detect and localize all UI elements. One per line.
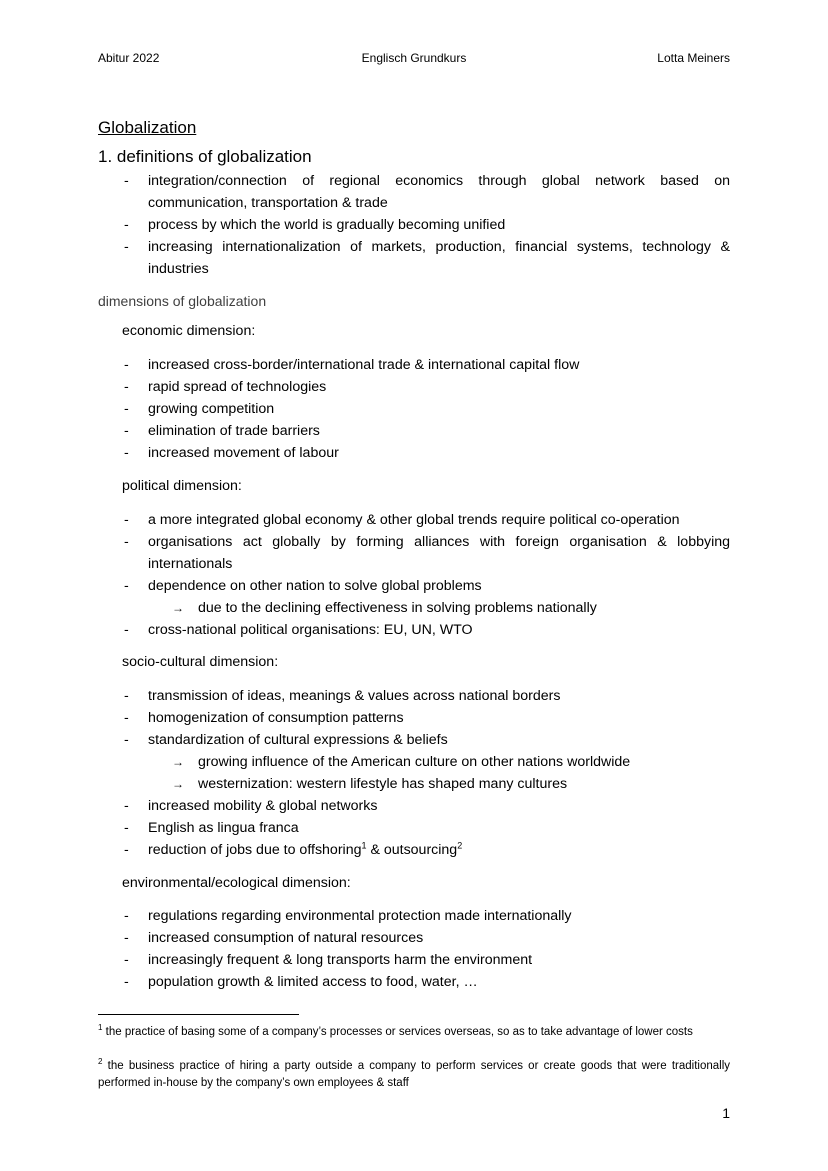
- bullet-dash: -: [124, 622, 129, 638]
- sub-list-item-text: due to the declining effectiveness in solving problems nationally: [198, 600, 597, 616]
- arrow-icon: →: [172, 601, 184, 615]
- bullet-dash: -: [124, 423, 129, 439]
- footnote-mark: 2: [98, 1057, 103, 1067]
- list-item-text: a more integrated global economy & other global trends require political co-operation: [148, 512, 680, 528]
- list-item-text: increased mobility & global networks: [148, 798, 378, 814]
- arrow-icon: →: [172, 777, 184, 791]
- section-heading: 1. definitions of globalization: [98, 147, 312, 166]
- list-item-text: growing competition: [148, 401, 275, 417]
- dimension-label: political dimension:: [122, 478, 242, 494]
- outsourcing-text: & outsourcing: [366, 842, 458, 858]
- footnote-ref-2[interactable]: 2: [457, 840, 463, 851]
- list-item-text: integration/connection of regional economics through global network based on communication, transportation & trade: [148, 173, 730, 211]
- bullet-dash: -: [124, 732, 129, 748]
- bullet-dash: -: [124, 173, 129, 189]
- bullet-dash: -: [124, 688, 129, 704]
- bullet-dash: -: [124, 842, 129, 858]
- list-item-text: increased movement of labour: [148, 445, 339, 461]
- list-item-text: elimination of trade barriers: [148, 423, 320, 439]
- bullet-dash: -: [124, 534, 129, 550]
- bullet-dash: -: [124, 930, 129, 946]
- page-number: 1: [722, 1105, 730, 1121]
- bullet-dash: -: [124, 239, 129, 255]
- footnote-mark: 1: [98, 1023, 103, 1033]
- list-item-text: regulations regarding environmental protection made internationally: [148, 908, 572, 924]
- bullet-dash: -: [124, 445, 129, 461]
- footnote-text: the practice of basing some of a company’s processes or services overseas, so as to take advantage of lower costs: [102, 1026, 693, 1038]
- list-item-text: homogenization of consumption patterns: [148, 710, 404, 726]
- list-item-text: standardization of cultural expressions & beliefs: [148, 732, 448, 748]
- list-item-text: English as lingua franca: [148, 820, 299, 836]
- list-item-text: increasing internationalization of markets, production, financial systems, technology & industries: [148, 239, 730, 277]
- list-item-text: [148, 839, 462, 861]
- list-item-text: organisations act globally by forming alliances with foreign organisation & lobbying internationals: [148, 534, 730, 572]
- bullet-dash: -: [124, 217, 129, 233]
- bullet-dash: -: [124, 952, 129, 968]
- list-item-text: cross-national political organisations: EU, UN, WTO: [148, 622, 473, 638]
- bullet-dash: -: [124, 578, 129, 594]
- list-item-text: increasingly frequent & long transports harm the environment: [148, 952, 533, 968]
- header-center: Englisch Grundkurs: [361, 51, 467, 65]
- list-item-text: rapid spread of technologies: [148, 379, 327, 395]
- dimension-label: socio-cultural dimension:: [122, 654, 279, 670]
- footnote: [98, 1024, 730, 1041]
- bullet-dash: -: [124, 379, 129, 395]
- bullet-dash: -: [124, 401, 129, 417]
- offshoring-text: reduction of jobs due to offshoring: [148, 842, 362, 858]
- list-item-text: population growth & limited access to food, water, …: [148, 974, 478, 990]
- sub-list-item-text: westernization: western lifestyle has shaped many cultures: [198, 776, 568, 792]
- footnote-ref-1[interactable]: 1: [361, 840, 367, 851]
- bullet-dash: -: [124, 512, 129, 528]
- header-left: Abitur 2022: [98, 51, 160, 65]
- list-item-text: process by which the world is gradually becoming unified: [148, 217, 506, 233]
- footnote: [98, 1058, 730, 1092]
- bullet-dash: -: [124, 710, 129, 726]
- sub-list-item-text: growing influence of the American culture on other nations worldwide: [198, 754, 631, 770]
- list-item-text: transmission of ideas, meanings & values across national borders: [148, 688, 561, 704]
- footnote-text: the business practice of hiring a party outside a company to perform services or create goods that were traditionally performed in-house by the company’s own employees & staff: [98, 1060, 730, 1089]
- document-title: Globalization: [98, 118, 197, 137]
- bullet-dash: -: [124, 820, 129, 836]
- header-right: Lotta Meiners: [657, 51, 730, 65]
- bullet-dash: -: [124, 908, 129, 924]
- footnote-divider: [98, 1014, 299, 1015]
- dimension-label: environmental/ecological dimension:: [122, 875, 351, 891]
- list-item-text: dependence on other nation to solve global problems: [148, 578, 482, 594]
- subheading: dimensions of globalization: [98, 293, 267, 309]
- bullet-dash: -: [124, 357, 129, 373]
- list-item-text: increased cross-border/international trade & international capital flow: [148, 357, 580, 373]
- dimension-label: economic dimension:: [122, 323, 256, 339]
- bullet-dash: -: [124, 974, 129, 990]
- list-item-text: increased consumption of natural resources: [148, 930, 424, 946]
- arrow-icon: →: [172, 755, 184, 769]
- bullet-dash: -: [124, 798, 129, 814]
